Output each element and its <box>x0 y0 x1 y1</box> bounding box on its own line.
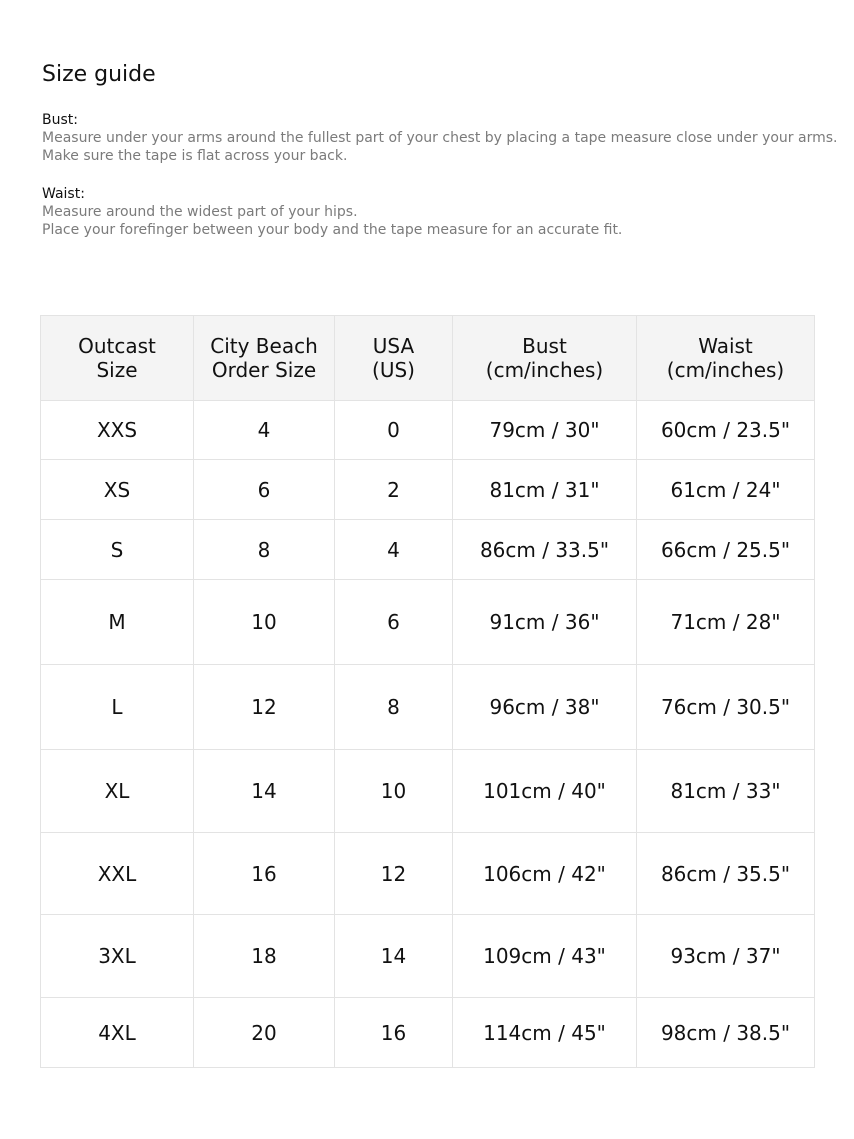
header-line: (US) <box>372 358 415 382</box>
page-title: Size guide <box>42 62 156 87</box>
cell-bust: 106cm / 42" <box>453 833 637 915</box>
cell-outcast-size: S <box>41 520 194 580</box>
cell-city-beach-size: 18 <box>194 915 335 998</box>
header-usa-size <box>335 316 453 401</box>
cell-usa-size: 4 <box>335 520 453 580</box>
header-line: Order Size <box>211 358 317 382</box>
cell-city-beach-size: 10 <box>194 580 335 665</box>
header-line: Waist <box>698 334 753 358</box>
cell-city-beach-size: 16 <box>194 833 335 915</box>
header-line: USA <box>372 334 415 358</box>
cell-outcast-size: XXL <box>41 833 194 915</box>
bust-label: Bust: <box>42 112 78 128</box>
cell-waist: 93cm / 37" <box>637 915 815 998</box>
size-table <box>40 315 815 1068</box>
cell-waist: 66cm / 25.5" <box>637 520 815 580</box>
cell-usa-size: 16 <box>335 998 453 1068</box>
bust-section <box>42 112 838 165</box>
cell-usa-size: 12 <box>335 833 453 915</box>
table-row <box>41 915 815 998</box>
header-line: Bust <box>522 334 567 358</box>
cell-outcast-size: XL <box>41 750 194 833</box>
waist-instruction-line: Place your forefinger between your body and the tape measure for an accurate fit. <box>42 222 623 238</box>
table-row <box>41 520 815 580</box>
cell-city-beach-size: 12 <box>194 665 335 750</box>
header-outcast-size <box>41 316 194 401</box>
cell-city-beach-size: 8 <box>194 520 335 580</box>
header-line: Outcast <box>78 334 156 358</box>
cell-outcast-size: 4XL <box>41 998 194 1068</box>
cell-waist: 61cm / 24" <box>637 460 815 520</box>
cell-city-beach-size: 14 <box>194 750 335 833</box>
table-row <box>41 460 815 520</box>
table-row <box>41 401 815 460</box>
header-line: (cm/inches) <box>485 358 604 382</box>
cell-usa-size: 6 <box>335 580 453 665</box>
table-row <box>41 998 815 1068</box>
table-row <box>41 580 815 665</box>
cell-city-beach-size: 4 <box>194 401 335 460</box>
table-row <box>41 833 815 915</box>
cell-bust: 109cm / 43" <box>453 915 637 998</box>
cell-waist: 86cm / 35.5" <box>637 833 815 915</box>
table-row <box>41 750 815 833</box>
cell-usa-size: 14 <box>335 915 453 998</box>
cell-bust: 81cm / 31" <box>453 460 637 520</box>
cell-bust: 91cm / 36" <box>453 580 637 665</box>
cell-outcast-size: XXS <box>41 401 194 460</box>
header-line: Size <box>96 358 138 382</box>
cell-waist: 60cm / 23.5" <box>637 401 815 460</box>
header-city-beach-order-size <box>194 316 335 401</box>
cell-waist: 81cm / 33" <box>637 750 815 833</box>
cell-bust: 101cm / 40" <box>453 750 637 833</box>
cell-bust: 79cm / 30" <box>453 401 637 460</box>
cell-bust: 86cm / 33.5" <box>453 520 637 580</box>
waist-label: Waist: <box>42 186 85 202</box>
header-waist <box>637 316 815 401</box>
bust-instruction-line: Make sure the tape is flat across your back. <box>42 148 348 164</box>
header-line: (cm/inches) <box>666 358 785 382</box>
cell-waist: 76cm / 30.5" <box>637 665 815 750</box>
cell-outcast-size: 3XL <box>41 915 194 998</box>
waist-instruction-line: Measure around the widest part of your hips. <box>42 204 358 220</box>
cell-city-beach-size: 6 <box>194 460 335 520</box>
bust-instruction-line: Measure under your arms around the fullest part of your chest by placing a tape measure close under your arms. <box>42 130 838 146</box>
waist-section <box>42 186 832 239</box>
cell-outcast-size: XS <box>41 460 194 520</box>
cell-city-beach-size: 20 <box>194 998 335 1068</box>
table-header-row <box>41 316 815 401</box>
cell-bust: 96cm / 38" <box>453 665 637 750</box>
cell-usa-size: 8 <box>335 665 453 750</box>
cell-bust: 114cm / 45" <box>453 998 637 1068</box>
header-bust <box>453 316 637 401</box>
cell-usa-size: 10 <box>335 750 453 833</box>
cell-outcast-size: L <box>41 665 194 750</box>
cell-waist: 71cm / 28" <box>637 580 815 665</box>
header-line: City Beach <box>210 334 318 358</box>
cell-waist: 98cm / 38.5" <box>637 998 815 1068</box>
table-row <box>41 665 815 750</box>
cell-usa-size: 2 <box>335 460 453 520</box>
cell-outcast-size: M <box>41 580 194 665</box>
cell-usa-size: 0 <box>335 401 453 460</box>
